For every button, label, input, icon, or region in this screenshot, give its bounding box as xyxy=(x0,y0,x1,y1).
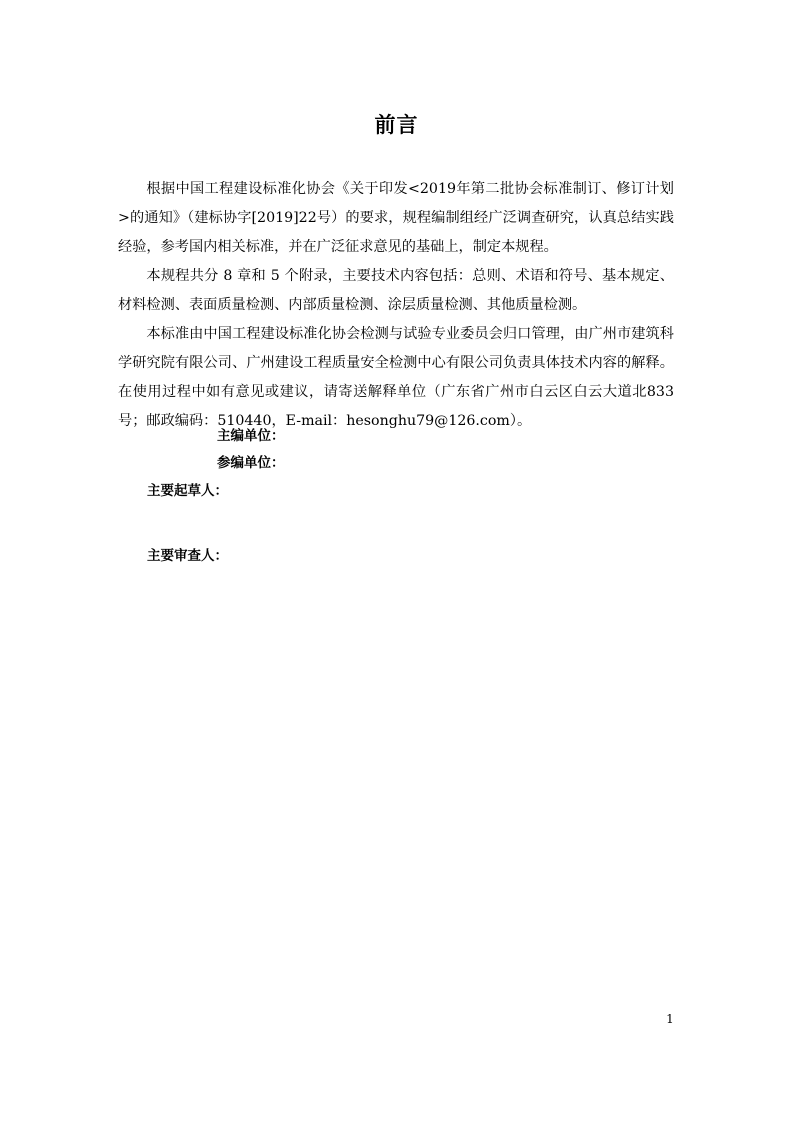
main-reviewers-label: 主要审查人： xyxy=(147,548,228,564)
page-title: 前言 xyxy=(374,113,419,137)
page-number: 1 xyxy=(666,1012,674,1026)
paragraph-contents: 本规程共分 8 章和 5 个附录，主要技术内容包括：总则、术语和符号、基本规定、材料检测、表面质量检测、内部质量检测、涂层质量检测、其他质量检测。 xyxy=(118,268,674,313)
paragraph-management: 本标准由中国工程建设标准化协会检测与试验专业委员会归口管理，由广州市建筑科学研究院有限公司、广州建设工程质量安全检测中心有限公司负责具体技术内容的解释。在使用过程中如有意见或建议，请寄送解释单位（广东省广州市白云区白云大道北833号；邮政编码：510440，E-mail：hesonghu79@126.com）。 xyxy=(118,326,674,429)
paragraph-basis: 根据中国工程建设标准化协会《关于印发<2019年第二批协会标准制订、修订计划>的通知》（建标协字[2019]22号）的要求，规程编制组经广泛调查研究，认真总结实践经验，参考国内相关标准，并在广泛征求意见的基础上，制定本规程。 xyxy=(118,181,674,255)
main-drafters-label: 主要起草人： xyxy=(147,483,228,499)
participating-editor-label: 参编单位： xyxy=(217,455,285,471)
chief-editor-label: 主编单位： xyxy=(217,428,285,444)
